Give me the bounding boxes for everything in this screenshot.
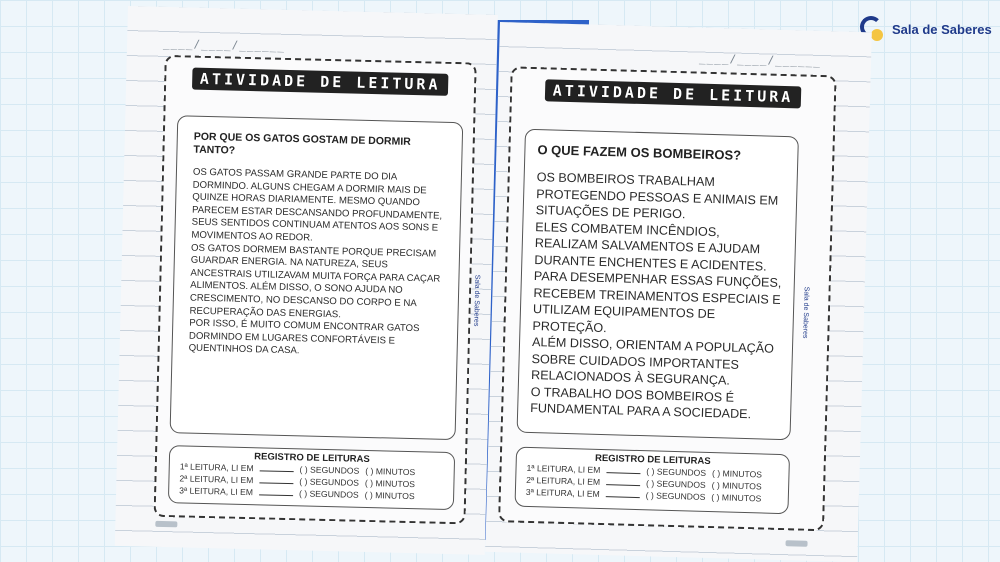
reading-log-seconds-option[interactable]: ( ) SEGUNDOS — [298, 488, 359, 500]
right-paragraph-2: ELES COMBATEM INCÊNDIOS, REALIZAM SALVAMENTOS E AJUDAM DURANTE ENCHENTES E ACIDENTES. — [534, 219, 767, 274]
left-reading-text — [188, 167, 449, 362]
left-reading-log-title: REGISTRO DE LEITURAS — [254, 451, 370, 466]
left-activity-frame — [154, 55, 481, 524]
reading-log-minutes-option[interactable]: ( ) MINUTOS — [364, 489, 415, 502]
right-date-line: ____/____/______ — [698, 51, 822, 68]
reading-log-label: 3ª LEITURA, LI EM — [179, 485, 254, 498]
left-header-bar — [166, 67, 474, 97]
right-paragraph-5: O TRABALHO DOS BOMBEIROS É FUNDAMENTAL PARA A SOCIEDADE. — [530, 384, 752, 422]
right-page — [485, 22, 872, 562]
left-paragraph-3: POR ISSO, É MUITO COMUM ENCONTRAR GATOS DORMINDO EM LUGARES CONFORTÁVEIS E QUENTINHOS DA CASA. — [188, 317, 420, 357]
right-paragraph-1: OS BOMBEIROS TRABALHAM PROTEGENDO PESSOAS E ANIMAIS EM SITUAÇÕES DE PERIGO. — [535, 170, 779, 222]
left-paragraph-2: OS GATOS DORMEM BASTANTE PORQUE PRECISAM GUARDAR ENERGIA. NA NATUREZA, SEUS ANCESTRAIS UTILIZAVAM MUITA FORÇA PARA CAÇAR ALIMENTOS. ALÉM DISSO, O SONO AJUDA NO CRESCIMENTO, NO DESCANSO DO CORPO E NA RECUPERAÇÃO DAS ENERGIAS. — [189, 242, 441, 320]
reading-log-label: 2ª LEITURA, LI EM — [526, 474, 601, 487]
reading-log-minutes-option[interactable]: ( ) MINUTOS — [711, 468, 763, 480]
reading-log-blank[interactable] — [606, 464, 640, 474]
left-reading-log — [168, 445, 455, 510]
right-reading-log-title: REGISTRO DE LEITURAS — [594, 452, 711, 468]
left-side-logo: Sala de Saberes — [472, 274, 481, 327]
left-page-corner-tag — [155, 521, 177, 528]
right-reading-box — [517, 129, 799, 441]
reading-log-seconds-option[interactable]: ( ) SEGUNDOS — [646, 466, 707, 478]
left-page — [115, 6, 498, 555]
right-side-logo: Sala de Saberes — [801, 286, 810, 339]
right-reading-text — [530, 169, 787, 423]
brand-name: Sala de Saberes — [892, 21, 992, 37]
reading-log-seconds-option[interactable]: ( ) SEGUNDOS — [645, 478, 706, 490]
reading-log-blank[interactable] — [259, 474, 293, 484]
left-paragraph-1: OS GATOS PASSAM GRANDE PARTE DO DIA DORMINDO. ALGUNS CHEGAM A DORMIR MAIS DE QUINZE HORAS DIARIAMENTE. MESMO QUANDO PARECEM ESTAR DESCANSANDO PROFUNDAMENTE, SEUS SENTIDOS CONTINUAM ATENTOS AOS SONS E MOVIMENTOS AO REDOR. — [191, 166, 443, 244]
reading-log-blank[interactable] — [606, 488, 640, 498]
right-header-bar — [512, 78, 834, 109]
reading-log-minutes-option[interactable]: ( ) MINUTOS — [365, 465, 416, 478]
left-date-line: ____/____/______ — [162, 36, 286, 53]
left-question-title: POR QUE OS GATOS GOSTAM DE DORMIR TANTO? — [193, 130, 411, 157]
reading-log-minutes-option[interactable]: ( ) MINUTOS — [711, 492, 762, 504]
right-paragraph-3: PARA DESEMPENHAR ESSAS FUNÇÕES, RECEBEM TREINAMENTOS ESPECIAIS E UTILIZAM EQUIPAMENTOS DE PROTEÇÃO. — [532, 269, 782, 335]
right-reading-log — [514, 447, 790, 515]
right-question-title: O QUE FAZEM OS BOMBEIROS? — [537, 142, 742, 163]
reading-log-minutes-option[interactable]: ( ) MINUTOS — [364, 477, 416, 490]
right-activity-frame — [498, 66, 837, 531]
reading-log-label: 1ª LEITURA, LI EM — [526, 462, 601, 475]
reading-log-label: 3ª LEITURA, LI EM — [525, 486, 600, 499]
right-header-title: ATIVIDADE DE LEITURA — [544, 79, 801, 108]
reading-log-minutes-option[interactable]: ( ) MINUTOS — [711, 480, 762, 492]
reading-log-label: 2ª LEITURA, LI EM — [179, 473, 254, 486]
reading-log-seconds-option[interactable]: ( ) SEGUNDOS — [299, 476, 360, 488]
reading-log-blank[interactable] — [606, 476, 640, 486]
reading-log-label: 1ª LEITURA, LI EM — [179, 461, 254, 474]
brand-header — [860, 16, 992, 42]
left-header-title: ATIVIDADE DE LEITURA — [192, 68, 449, 96]
reading-log-seconds-option[interactable]: ( ) SEGUNDOS — [299, 464, 360, 476]
reading-log-blank[interactable] — [259, 486, 293, 496]
left-reading-box — [170, 115, 464, 440]
right-page-corner-tag — [785, 540, 807, 547]
reading-log-blank[interactable] — [260, 462, 294, 472]
right-paragraph-4: ALÉM DISSO, ORIENTAM A POPULAÇÃO SOBRE CUIDADOS IMPORTANTES RELACIONADOS À SEGURANÇA. — [530, 335, 775, 388]
reading-log-seconds-option[interactable]: ( ) SEGUNDOS — [645, 490, 706, 502]
